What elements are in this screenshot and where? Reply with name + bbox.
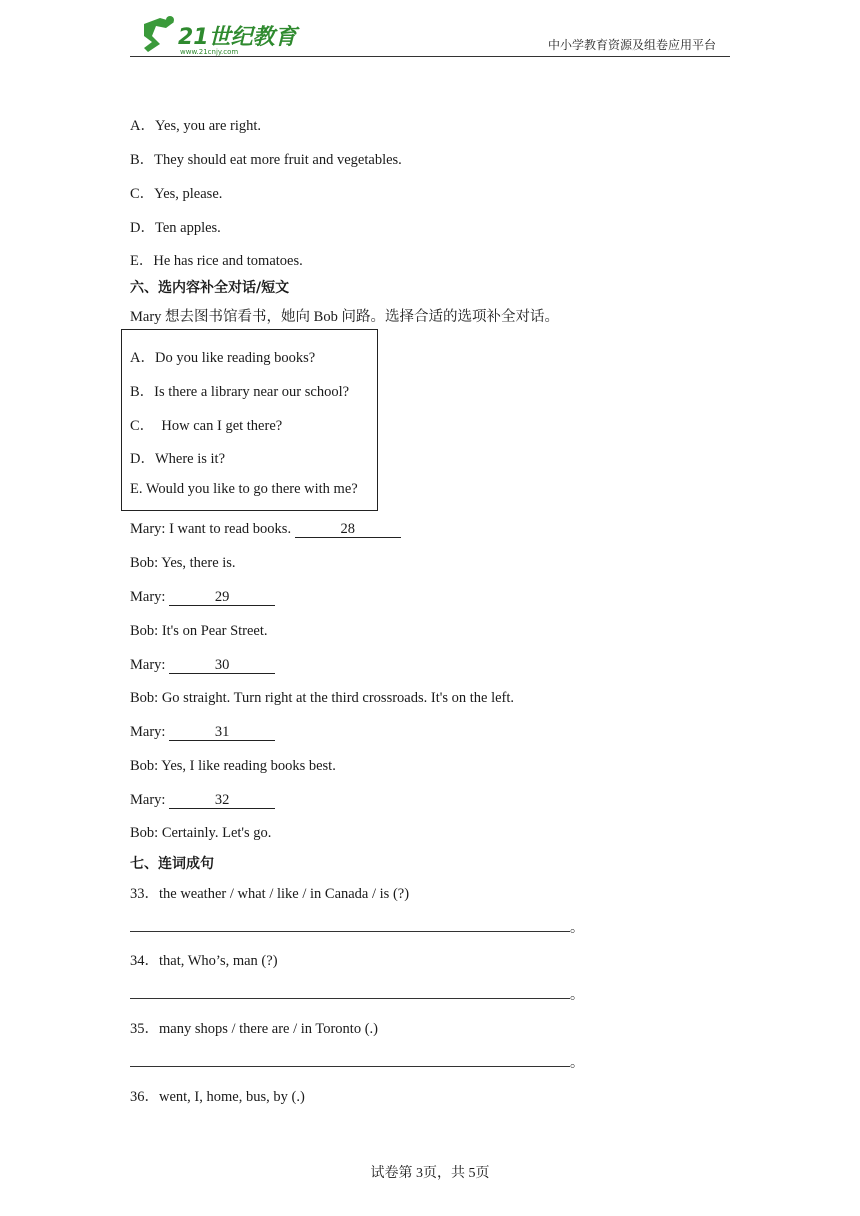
dialogue-line: Mary: 32 <box>130 792 275 809</box>
box-option-b: B．Is there a library near our school? <box>130 384 350 400</box>
answer-blank[interactable]: 30 <box>169 658 275 674</box>
answer-line-35[interactable] <box>130 1051 570 1067</box>
box-option-d: D．Where is it? <box>130 451 226 467</box>
logo-url: www.21cnjy.com <box>180 48 239 56</box>
dialogue-line: Bob: Yes, I like reading books best. <box>130 758 336 774</box>
dialogue-line: Bob: Go straight. Turn right at the third crossroads. It's on the left. <box>130 690 515 706</box>
answer-blank[interactable]: 31 <box>169 725 275 741</box>
answer-blank[interactable]: 29 <box>169 590 275 606</box>
dialogue-line: Bob: It's on Pear Street. <box>130 623 268 639</box>
21cnjy-logo <box>130 14 310 56</box>
logo-wordmark: 21世纪教育 <box>178 25 297 50</box>
question-35: 35．many shops / there are / in Toronto (.) <box>130 1021 378 1037</box>
option-c: C．Yes, please. <box>130 186 223 202</box>
dialogue-line: Bob: Certainly. Let's go. <box>130 825 272 841</box>
page-header <box>130 14 730 57</box>
box-option-e: E. Would you like to go there with me? <box>130 481 358 497</box>
answer-line-34[interactable] <box>130 983 570 999</box>
answer-line-33[interactable] <box>130 916 570 932</box>
platform-name: 中小学教育资源及组卷应用平台 <box>547 38 716 52</box>
answer-blank[interactable]: 32 <box>169 793 275 809</box>
option-a: A．Yes, you are right. <box>130 118 262 134</box>
box-option-c: C． How can I get there? <box>130 418 283 434</box>
question-34: 34．that, Who’s, man (?) <box>130 953 278 969</box>
option-d: D．Ten apples. <box>130 220 221 236</box>
dialogue-line: Mary: 29 <box>130 589 275 606</box>
answer-end-mark: 。 <box>570 988 584 1003</box>
dialogue-line: Mary: 31 <box>130 724 275 741</box>
answer-end-mark: 。 <box>570 1056 584 1071</box>
answer-blank[interactable]: 28 <box>295 522 401 538</box>
dialogue-line: Bob: Yes, there is. <box>130 555 236 571</box>
option-e: E．He has rice and tomatoes. <box>130 253 303 269</box>
section-6-instruction: Mary 想去图书馆看书，她向 Bob 问路。选择合适的选项补全对话。 <box>130 309 559 325</box>
dialogue-line: Mary: I want to read books. 28 <box>130 521 401 538</box>
box-option-a: A．Do you like reading books? <box>130 350 316 366</box>
dialogue-line: Mary: 30 <box>130 657 275 674</box>
option-b: B．They should eat more fruit and vegetables. <box>130 152 402 168</box>
answer-end-mark: 。 <box>570 921 584 936</box>
question-33: 33．the weather / what / like / in Canada / is (?) <box>130 886 410 902</box>
section-6-title: 六、选内容补全对话/短文 <box>130 280 290 296</box>
section-7-title: 七、连词成句 <box>130 856 214 872</box>
page-footer: 试卷第 3页，共 5页 <box>370 1166 490 1181</box>
question-36: 36．went, I, home, bus, by (.) <box>130 1089 305 1105</box>
